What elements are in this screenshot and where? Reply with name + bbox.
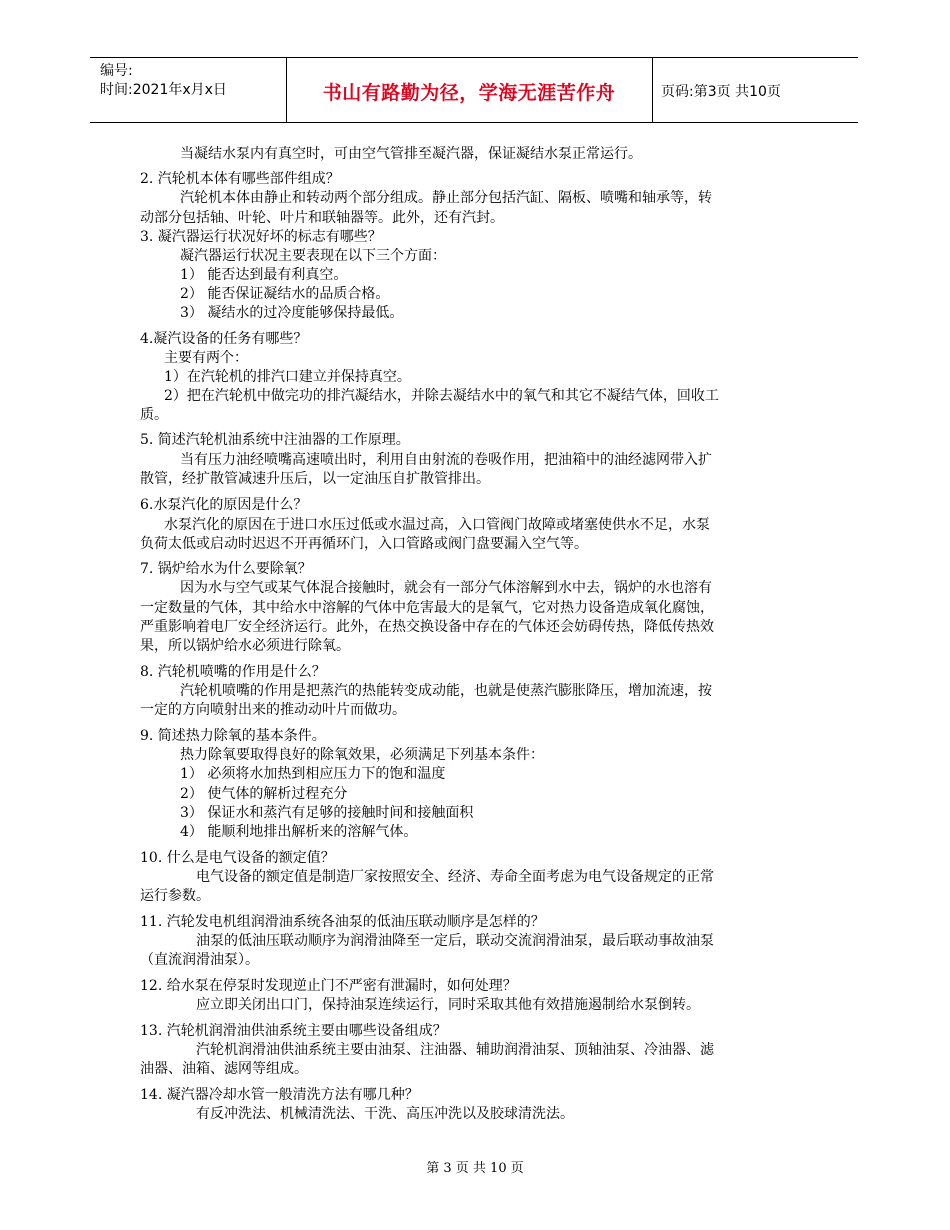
document-time-label: 时间:2021年x月x日: [100, 82, 227, 98]
body-line: 当凝结水泵内有真空时，可由空气管排至凝汽器，保证凝结水泵正常运行。: [180, 146, 642, 162]
question-heading: 9. 简述热力除氧的基本条件。: [140, 728, 326, 744]
question-heading: 5. 简述汽轮机油系统中注油器的工作原理。: [140, 432, 410, 448]
body-line: 汽轮机本体由静止和转动两个部分组成。静止部分包括汽缸、隔板、喷嘴和轴承等，转: [180, 190, 712, 206]
list-item: 1）在汽轮机的排汽口建立并保持真空。: [164, 369, 411, 385]
list-item: 3） 凝结水的过冷度能够保持最低。: [180, 305, 404, 321]
body-line: 热力除氧要取得良好的除氧效果，必须满足下列基本条件：: [180, 747, 544, 763]
list-item: 3） 保证水和蒸汽有足够的接触时间和接触面积: [180, 805, 474, 821]
question-heading: 14. 凝汽器冷却水管一般清洗方法有哪几种？: [140, 1087, 419, 1103]
question-heading: 10. 什么是电气设备的额定值？: [140, 850, 335, 866]
question-heading: 11. 汽轮发电机组润滑油系统各油泵的低油压联动顺序是怎样的？: [140, 914, 545, 930]
list-item: 2） 能否保证凝结水的品质合格。: [180, 286, 390, 302]
body-line: 负荷太低或启动时迟迟不开再循环门，入口管路或阀门盘要漏入空气等。: [140, 536, 588, 552]
list-item: 4） 能顺利地排出解析来的溶解气体。: [180, 824, 418, 840]
question-heading: 8. 汽轮机喷嘴的作用是什么？: [140, 664, 326, 680]
list-item: 2）把在汽轮机中做完功的排汽凝结水，并除去凝结水中的氧气和其它不凝结气体，回收工: [164, 388, 719, 404]
document-number-label: 编号:: [100, 63, 133, 79]
question-heading: 6.水泵汽化的原因是什么？: [140, 497, 308, 513]
question-heading: 2. 汽轮机本体有哪些部件组成？: [140, 171, 340, 187]
question-heading: 4.凝汽设备的任务有哪些？: [140, 331, 308, 347]
body-line: 动部分包括轴、叶轮、叶片和联轴器等。此外，还有汽封。: [140, 210, 504, 226]
body-line: （直流润滑油泵）。: [140, 952, 259, 968]
body-line: 因为水与空气或某气体混合接触时，就会有一部分气体溶解到水中去，锅炉的水也溶有: [180, 580, 712, 596]
body-line: 水泵汽化的原因在于进口水压过低或水温过高，入口管阀门故障或堵塞使供水不足，水泵: [164, 517, 710, 533]
list-item: 1） 必须将水加热到相应压力下的饱和温度: [180, 766, 446, 782]
list-item: 2） 使气体的解析过程充分: [180, 786, 348, 802]
page-number-label: 页码:第3页 共10页: [661, 84, 781, 100]
body-line: 有反冲洗法、机械清洗法、干洗、高压冲洗以及胶球清洗法。: [196, 1106, 574, 1122]
body-line: 主要有两个：: [164, 350, 248, 366]
question-heading: 3. 凝汽器运行状况好坏的标志有哪些？: [140, 229, 382, 245]
body-line: 散管，经扩散管减速升压后，以一定油压自扩散管排出。: [140, 471, 490, 487]
body-line: 运行参数。: [140, 888, 210, 904]
header-motto: 书山有路勤为径，学海无涯苦作舟: [322, 82, 616, 104]
page-footer: 第 3 页 共 10 页: [426, 1161, 524, 1176]
header-top-rule: [90, 57, 858, 58]
body-line: 汽轮机润滑油供油系统主要由油泵、注油器、辅助润滑油泵、顶轴油泵、冷油器、滤: [196, 1042, 714, 1058]
body-line: 油器、油箱、滤网等组成。: [140, 1061, 308, 1077]
body-line: 电气设备的额定值是制造厂家按照安全、经济、寿命全面考虑为电气设备规定的正常: [196, 869, 714, 885]
body-line: 严重影响着电厂安全经济运行。此外，在热交换设备中存在的气体还会妨碍传热，降低传热效: [140, 619, 714, 635]
body-line: 凝汽器运行状况主要表现在以下三个方面：: [180, 248, 446, 264]
body-line: 果，所以锅炉给水必须进行除氧。: [140, 638, 350, 654]
body-line: 油泵的低油压联动顺序为润滑油降至一定后，联动交流润滑油泵，最后联动事故油泵: [196, 933, 714, 949]
question-heading: 12. 给水泵在停泵时发现逆止门不严密有泄漏时，如何处理？: [140, 978, 517, 994]
header-divider-right: [652, 57, 653, 122]
body-line: 应立即关闭出口门，保持油泵连续运行，同时采取其他有效措施遏制给水泵倒转。: [196, 997, 700, 1013]
body-line: 当有压力油经喷嘴高速喷出时，利用自由射流的卷吸作用，把油箱中的油经滤网带入扩: [180, 452, 712, 468]
question-heading: 13. 汽轮机润滑油供油系统主要由哪些设备组成？: [140, 1023, 447, 1039]
question-heading: 7. 锅炉给水为什么要除氧？: [140, 561, 312, 577]
header-bottom-rule: [90, 122, 858, 123]
list-item: 1） 能否达到最有利真空。: [180, 267, 348, 283]
body-line: 一定数量的气体，其中给水中溶解的气体中危害最大的是氧气，它对热力设备造成氧化腐蚀，: [140, 600, 714, 616]
body-line: 质。: [140, 407, 168, 423]
body-line: 汽轮机喷嘴的作用是把蒸汽的热能转变成动能，也就是使蒸汽膨胀降压，增加流速，按: [180, 683, 712, 699]
body-line: 一定的方向喷射出来的推动动叶片而做功。: [140, 702, 406, 718]
